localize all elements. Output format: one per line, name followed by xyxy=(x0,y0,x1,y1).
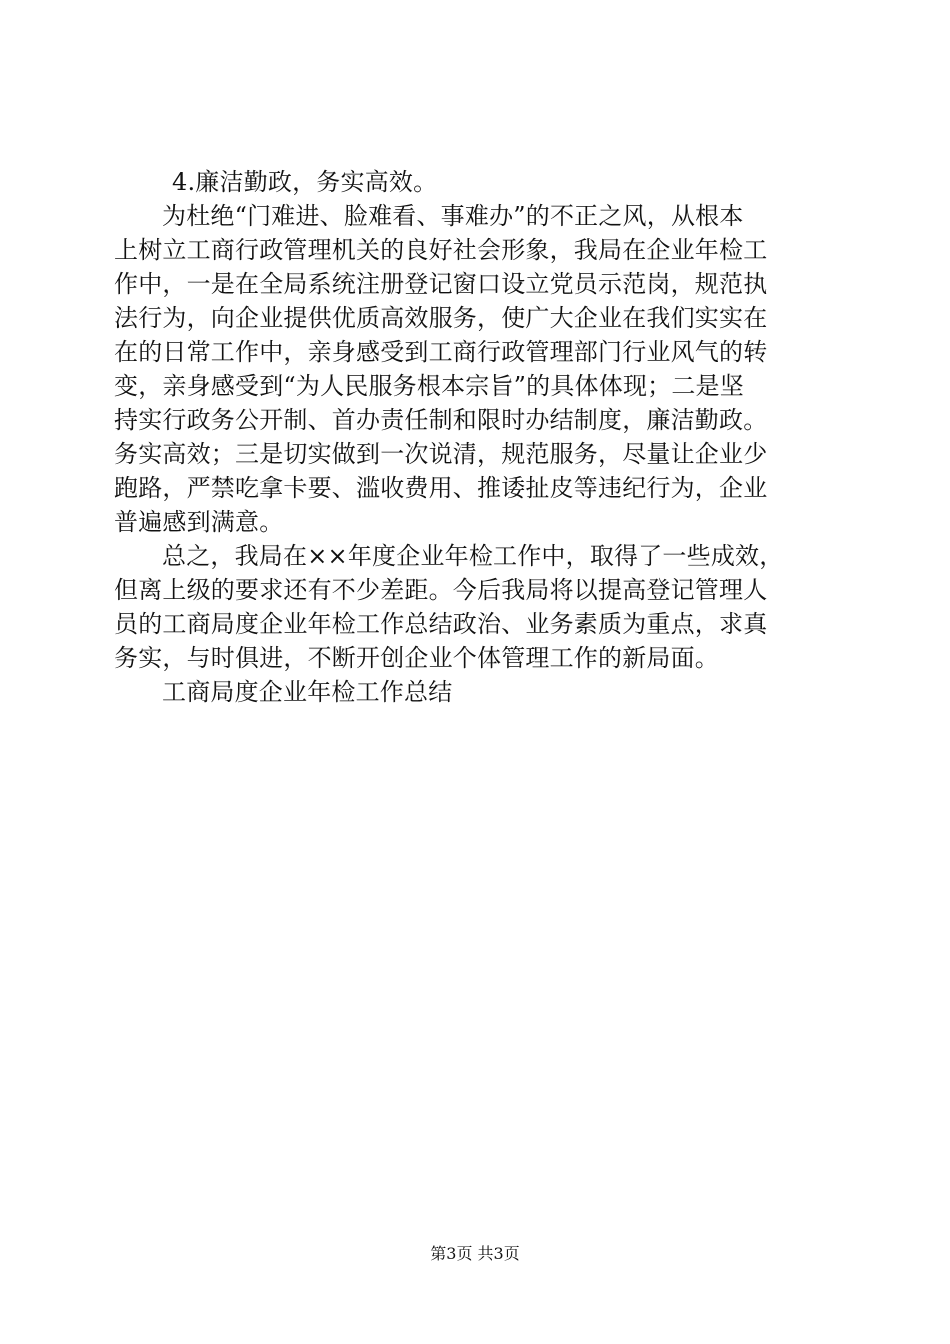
paragraph-line: 务实，与时俱进，不断开创企业个体管理工作的新局面。 xyxy=(114,644,719,672)
paragraph-line: 持实行政务公开制、首办责任制和限时办结制度，廉洁勤政。 xyxy=(114,406,768,434)
paragraph-line: 普遍感到满意。 xyxy=(114,508,284,536)
paragraph-line: 变，亲身感受到“为人民服务根本宗旨”的具体体现；二是坚 xyxy=(114,372,744,400)
paragraph-line: 上树立工商行政管理机关的良好社会形象，我局在企业年检工 xyxy=(114,236,768,264)
paragraph-line: 跑路，严禁吃拿卡要、滥收费用、推诿扯皮等违纪行为，企业 xyxy=(114,474,768,502)
paragraph-line: 但离上级的要求还有不少差距。今后我局将以提高登记管理人 xyxy=(114,576,768,604)
document-title-line: 工商局度企业年检工作总结 xyxy=(162,678,453,706)
paragraph-line: 法行为，向企业提供优质高效服务，使广大企业在我们实实在 xyxy=(114,304,768,332)
section-heading: 4.廉洁勤政，务实高效。 xyxy=(172,168,438,196)
page-number-footer: 第3页 共3页 xyxy=(430,1244,520,1263)
paragraph-line: 在的日常工作中，亲身感受到工商行政管理部门行业风气的转 xyxy=(114,338,768,366)
paragraph-line: 员的工商局度企业年检工作总结政治、业务素质为重点，求真 xyxy=(114,610,768,638)
document-body xyxy=(114,165,844,709)
paragraph-line: 总之，我局在××年度企业年检工作中，取得了一些成效， xyxy=(162,542,784,570)
paragraph-line: 务实高效；三是切实做到一次说清，规范服务，尽量让企业少 xyxy=(114,440,768,468)
paragraph-line: 为杜绝“门难进、脸难看、事难办”的不正之风，从根本 xyxy=(162,202,744,230)
paragraph-line: 作中，一是在全局系统注册登记窗口设立党员示范岗，规范执 xyxy=(114,270,768,298)
